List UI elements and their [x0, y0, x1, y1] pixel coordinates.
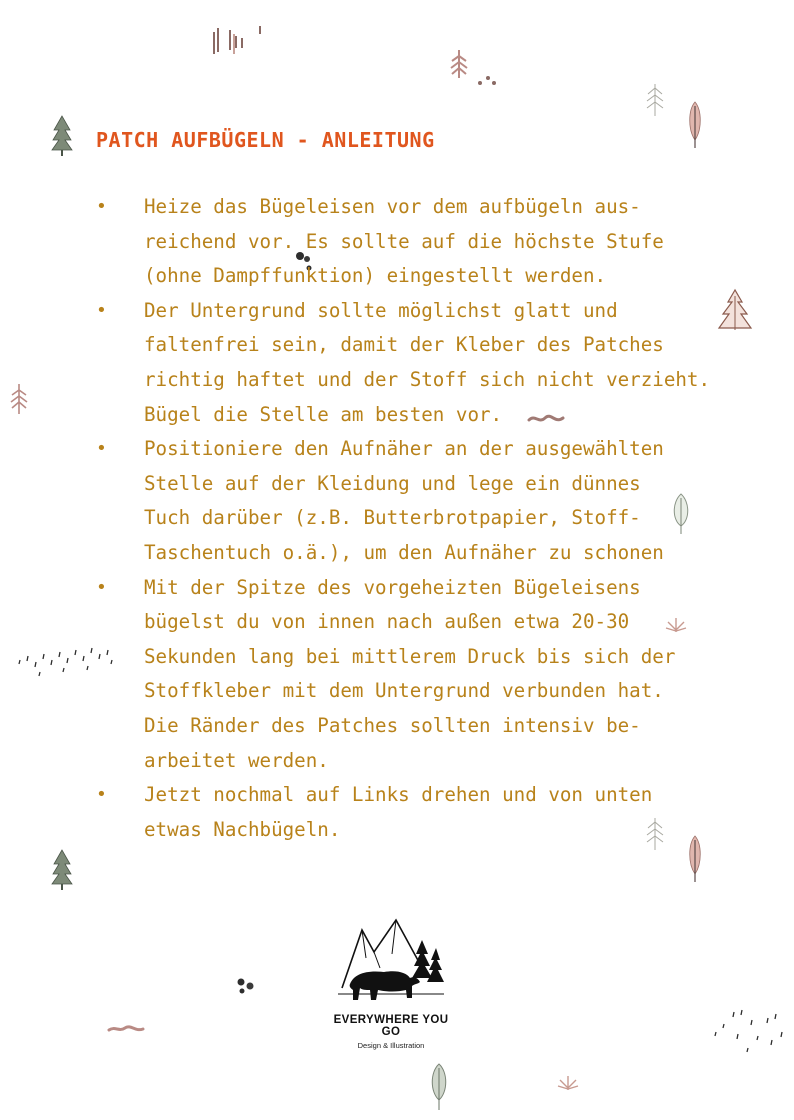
bullet-icon: •: [96, 196, 107, 217]
brand-name: EVERYWHERE YOU GO: [333, 1014, 449, 1038]
fir-branch-icon: [8, 382, 30, 416]
dots-icon: [476, 74, 498, 88]
fir-branch-icon: [448, 48, 470, 80]
bullet-icon: •: [96, 299, 107, 321]
step-text: Der Untergrund sollte möglichst glatt und faltenfrei sein, damit der Kleber des Patches richtig haftet und der Stoff sich nicht verzieht. Bügel die Stelle am besten vor.: [144, 298, 711, 426]
rain-strokes-icon: [712, 1006, 792, 1058]
step-text: Heize das Bügeleisen vor dem aufbügeln aus- reichend vor. Es sollte auf die höchste Stufe (ohne Dampffunktion) eingestellt werden.: [144, 195, 664, 288]
pine-tree-icon: [50, 114, 74, 156]
step-text: Positioniere den Aufnäher an der ausgewählten Stelle auf der Kleidung und lege ein dünnes Tuch darüber (z.B. Butterbrotpapier, Stoff- Taschentuch o.ä.), um den Aufnäher zu schonen: [144, 437, 664, 564]
coral-icon: [556, 1072, 580, 1092]
bullet-icon: •: [96, 784, 107, 806]
step-text: Jetzt nochmal auf Links drehen und von unten etwas Nachbügeln.: [144, 783, 653, 841]
page-title: PATCH AUFBÜGELN - ANLEITUNG: [96, 128, 435, 152]
list-item: [96, 778, 736, 847]
brand-logo: [326, 918, 456, 1050]
instruction-list: [96, 190, 736, 847]
mountain-bear-icon: [336, 918, 446, 1008]
grass-strokes-icon: [208, 24, 268, 58]
brand-tagline: Design & Illustration: [357, 1041, 425, 1050]
list-item: [96, 432, 736, 570]
fir-outline-icon: [644, 82, 666, 118]
worm-icon: [106, 1022, 146, 1036]
list-item: [96, 294, 736, 432]
stones-icon: [234, 976, 258, 998]
bullet-icon: •: [96, 438, 107, 460]
list-item: [96, 571, 736, 779]
feather-icon: [686, 100, 704, 150]
list-item: [96, 190, 736, 294]
step-text: Mit der Spitze des vorgeheizten Bügeleisens bügelst du von innen nach außen etwa 20-30 Sekunden lang bei mittlerem Druck bis sich der Stoffkleber mit dem Untergrund verbunden hat. Die Ränder des Patches sollten intensiv be- arbeitet werden.: [144, 575, 676, 772]
pine-tree-icon: [50, 848, 74, 890]
leaf-icon: [428, 1062, 450, 1112]
bullet-icon: •: [96, 576, 107, 598]
